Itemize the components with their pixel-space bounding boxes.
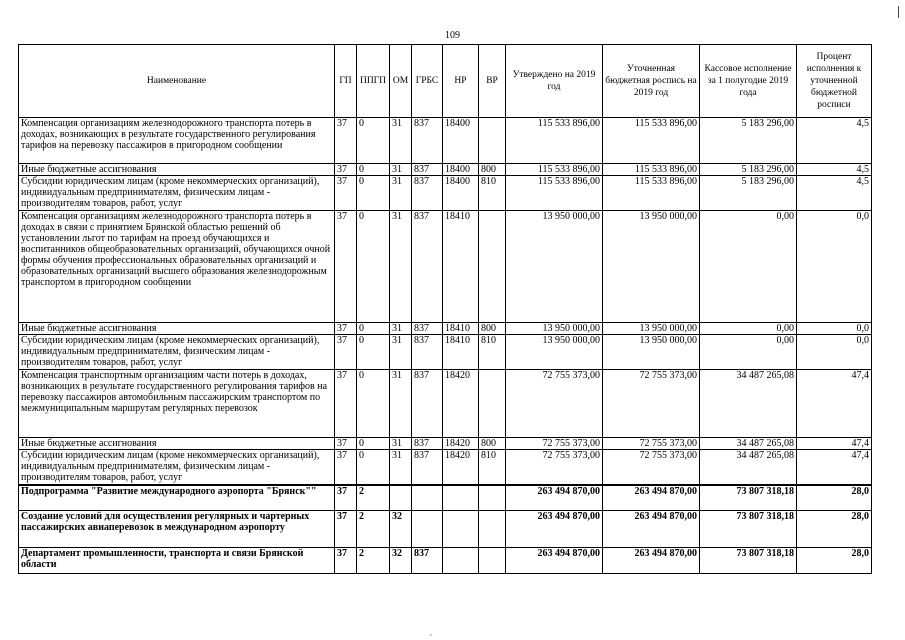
page-number: 109: [445, 30, 460, 41]
cell-nr: 18410: [443, 211, 479, 323]
cell-grbs: 837: [412, 323, 443, 335]
cell-om: 32: [390, 548, 412, 574]
cell-grbs: [412, 511, 443, 548]
header-ppgp: ППГП: [357, 45, 390, 118]
cell-cash: 34 487 265,08: [700, 438, 797, 450]
cell-ppgp: 0: [357, 370, 390, 438]
cell-vr: [479, 485, 506, 511]
cell-vr: [479, 211, 506, 323]
cell-gp: 37: [335, 323, 357, 335]
cell-ppgp: 0: [357, 176, 390, 211]
cell-grbs: 837: [412, 438, 443, 450]
cell-approved: 263 494 870,00: [506, 548, 603, 574]
cell-gp: 37: [335, 211, 357, 323]
table-row: [19, 485, 872, 511]
cell-om: 31: [390, 164, 412, 176]
cell-om: 31: [390, 370, 412, 438]
cell-vr: [479, 548, 506, 574]
cell-nr: [443, 548, 479, 574]
cell-gp: 37: [335, 176, 357, 211]
cell-approved: 13 950 000,00: [506, 323, 603, 335]
cell-refined: 72 755 373,00: [603, 370, 700, 438]
cell-name: Иные бюджетные ассигнования: [19, 164, 335, 176]
cell-name: Субсидии юридическим лицам (кроме некоммерческих организаций), индивидуальным предпринимателям, физическим лицам - производителям товаров, работ, услуг: [19, 335, 335, 370]
cell-gp: 37: [335, 370, 357, 438]
cell-approved: 115 533 896,00: [506, 176, 603, 211]
header-cash: Кассовое исполнение за 1 полугодие 2019 года: [700, 45, 797, 118]
cell-grbs: 837: [412, 211, 443, 323]
cell-ppgp: 0: [357, 438, 390, 450]
cell-nr: 18410: [443, 335, 479, 370]
header-nr: НР: [443, 45, 479, 118]
cell-vr: [479, 370, 506, 438]
table-row: [19, 511, 872, 548]
cell-gp: 37: [335, 118, 357, 164]
cell-ppgp: 0: [357, 335, 390, 370]
cell-approved: 72 755 373,00: [506, 370, 603, 438]
header-grbs: ГРБС: [412, 45, 443, 118]
cell-refined: 115 533 896,00: [603, 176, 700, 211]
cell-approved: 115 533 896,00: [506, 164, 603, 176]
header-om: ОМ: [390, 45, 412, 118]
cell-nr: 18420: [443, 450, 479, 485]
cell-percent: 0,0: [797, 211, 872, 323]
cell-refined: 72 755 373,00: [603, 438, 700, 450]
cell-name: Иные бюджетные ассигнования: [19, 323, 335, 335]
cell-percent: 47,4: [797, 370, 872, 438]
cell-vr: [479, 511, 506, 548]
cell-nr: 18420: [443, 370, 479, 438]
cell-cash: 5 183 296,00: [700, 176, 797, 211]
cell-cash: 73 807 318,18: [700, 485, 797, 511]
header-approved: Утверждено на 2019 год: [506, 45, 603, 118]
cell-ppgp: 2: [357, 485, 390, 511]
cell-gp: 37: [335, 450, 357, 485]
cell-cash: 73 807 318,18: [700, 511, 797, 548]
cell-approved: 72 755 373,00: [506, 450, 603, 485]
cell-grbs: 837: [412, 118, 443, 164]
cell-name: Департамент промышленности, транспорта и связи Брянской области: [19, 548, 335, 574]
cell-approved: 263 494 870,00: [506, 511, 603, 548]
budget-table: [18, 44, 872, 574]
cell-percent: 0,0: [797, 323, 872, 335]
cell-percent: 4,5: [797, 164, 872, 176]
header-vr: ВР: [479, 45, 506, 118]
cell-nr: 18410: [443, 323, 479, 335]
cell-ppgp: 0: [357, 164, 390, 176]
cell-grbs: 837: [412, 335, 443, 370]
cell-approved: 72 755 373,00: [506, 438, 603, 450]
table-row: [19, 370, 872, 438]
cell-om: 31: [390, 211, 412, 323]
table-row: [19, 211, 872, 323]
cell-name: Компенсация транспортным организациям части потерь в доходах, возникающих в результате государственного регулирования тарифов на перевозку пассажиров автомобильным пассажирским транспортом по межмуниципальным маршрутам регулярных перевозок: [19, 370, 335, 438]
cell-refined: 263 494 870,00: [603, 548, 700, 574]
cell-name: Компенсация организациям железнодорожного транспорта потерь в доходах, возникающих в результате государственного регулирования тарифов на перевозку пассажиров в пригородном сообщении: [19, 118, 335, 164]
cell-refined: 115 533 896,00: [603, 164, 700, 176]
cell-ppgp: 0: [357, 118, 390, 164]
cell-percent: 4,5: [797, 176, 872, 211]
cell-percent: 47,4: [797, 438, 872, 450]
cell-gp: 37: [335, 164, 357, 176]
header-percent: Процент исполнения к уточненной бюджетной росписи: [797, 45, 872, 118]
table-row: [19, 164, 872, 176]
cell-name: Подпрограмма "Развитие международного аэропорта "Брянск"": [19, 485, 335, 511]
cell-ppgp: 2: [357, 548, 390, 574]
cell-percent: 4,5: [797, 118, 872, 164]
cell-om: 31: [390, 118, 412, 164]
cell-cash: 73 807 318,18: [700, 548, 797, 574]
cell-refined: 263 494 870,00: [603, 485, 700, 511]
cell-percent: 28,0: [797, 511, 872, 548]
table-row: [19, 335, 872, 370]
cell-name: Иные бюджетные ассигнования: [19, 438, 335, 450]
cell-om: 32: [390, 511, 412, 548]
table-header-row: [19, 45, 872, 118]
cell-refined: 13 950 000,00: [603, 323, 700, 335]
cell-om: 31: [390, 450, 412, 485]
cell-approved: 13 950 000,00: [506, 211, 603, 323]
cell-cash: 34 487 265,08: [700, 450, 797, 485]
cell-name: Субсидии юридическим лицам (кроме некоммерческих организаций), индивидуальным предпринимателям, физическим лицам - производителям товаров, работ, услуг: [19, 176, 335, 211]
cell-gp: 37: [335, 548, 357, 574]
table-row: [19, 176, 872, 211]
cell-nr: [443, 485, 479, 511]
page-edge-mark: [898, 6, 899, 18]
cell-vr: 800: [479, 323, 506, 335]
scan-speck: ,: [430, 628, 432, 637]
cell-name: Субсидии юридическим лицам (кроме некоммерческих организаций), индивидуальным предпринимателям, физическим лицам - производителям товаров, работ, услуг: [19, 450, 335, 485]
cell-cash: 5 183 296,00: [700, 118, 797, 164]
cell-gp: 37: [335, 335, 357, 370]
cell-nr: 18400: [443, 176, 479, 211]
cell-om: 31: [390, 323, 412, 335]
cell-approved: 115 533 896,00: [506, 118, 603, 164]
cell-gp: 37: [335, 485, 357, 511]
cell-percent: 28,0: [797, 485, 872, 511]
cell-refined: 115 533 896,00: [603, 118, 700, 164]
cell-percent: 0,0: [797, 335, 872, 370]
cell-vr: [479, 118, 506, 164]
cell-cash: 0,00: [700, 211, 797, 323]
cell-cash: 0,00: [700, 323, 797, 335]
cell-nr: 18420: [443, 438, 479, 450]
cell-name: Компенсация организациям железнодорожного транспорта потерь в доходах в связи с принятием Брянской областью решений об установлении льгот по тарифам на проезд обучающихся и воспитанников общеобразовательных организаций, обучающихся очной формы обучения профессиональных образовательных организаций и образовательных организаций высшего образования железнодорожным транспортом в пригородном сообщении: [19, 211, 335, 323]
header-refined: Уточненная бюджетная роспись на 2019 год: [603, 45, 700, 118]
cell-grbs: 837: [412, 450, 443, 485]
cell-nr: [443, 511, 479, 548]
cell-refined: 13 950 000,00: [603, 335, 700, 370]
cell-ppgp: 0: [357, 211, 390, 323]
cell-vr: 810: [479, 176, 506, 211]
cell-nr: 18400: [443, 118, 479, 164]
cell-grbs: 837: [412, 176, 443, 211]
cell-om: 31: [390, 176, 412, 211]
cell-refined: 13 950 000,00: [603, 211, 700, 323]
cell-gp: 37: [335, 511, 357, 548]
header-gp: ГП: [335, 45, 357, 118]
table-row: [19, 118, 872, 164]
cell-vr: 800: [479, 438, 506, 450]
cell-refined: 263 494 870,00: [603, 511, 700, 548]
cell-grbs: 837: [412, 164, 443, 176]
cell-refined: 72 755 373,00: [603, 450, 700, 485]
cell-name: Создание условий для осуществления регулярных и чартерных пассажирских авиаперевозок в международном аэропорту: [19, 511, 335, 548]
cell-om: [390, 485, 412, 511]
cell-ppgp: 2: [357, 511, 390, 548]
cell-percent: 28,0: [797, 548, 872, 574]
cell-cash: 5 183 296,00: [700, 164, 797, 176]
cell-vr: 810: [479, 335, 506, 370]
table-row: [19, 438, 872, 450]
cell-ppgp: 0: [357, 450, 390, 485]
cell-approved: 13 950 000,00: [506, 335, 603, 370]
cell-grbs: [412, 485, 443, 511]
cell-om: 31: [390, 438, 412, 450]
cell-vr: 800: [479, 164, 506, 176]
cell-nr: 18400: [443, 164, 479, 176]
cell-cash: 34 487 265,08: [700, 370, 797, 438]
cell-gp: 37: [335, 438, 357, 450]
table-row: [19, 450, 872, 485]
table-row: [19, 548, 872, 574]
cell-ppgp: 0: [357, 323, 390, 335]
cell-om: 31: [390, 335, 412, 370]
cell-cash: 0,00: [700, 335, 797, 370]
cell-vr: 810: [479, 450, 506, 485]
cell-grbs: 837: [412, 548, 443, 574]
table-row: [19, 323, 872, 335]
cell-grbs: 837: [412, 370, 443, 438]
cell-approved: 263 494 870,00: [506, 485, 603, 511]
cell-percent: 47,4: [797, 450, 872, 485]
header-name: Наименование: [19, 45, 335, 118]
